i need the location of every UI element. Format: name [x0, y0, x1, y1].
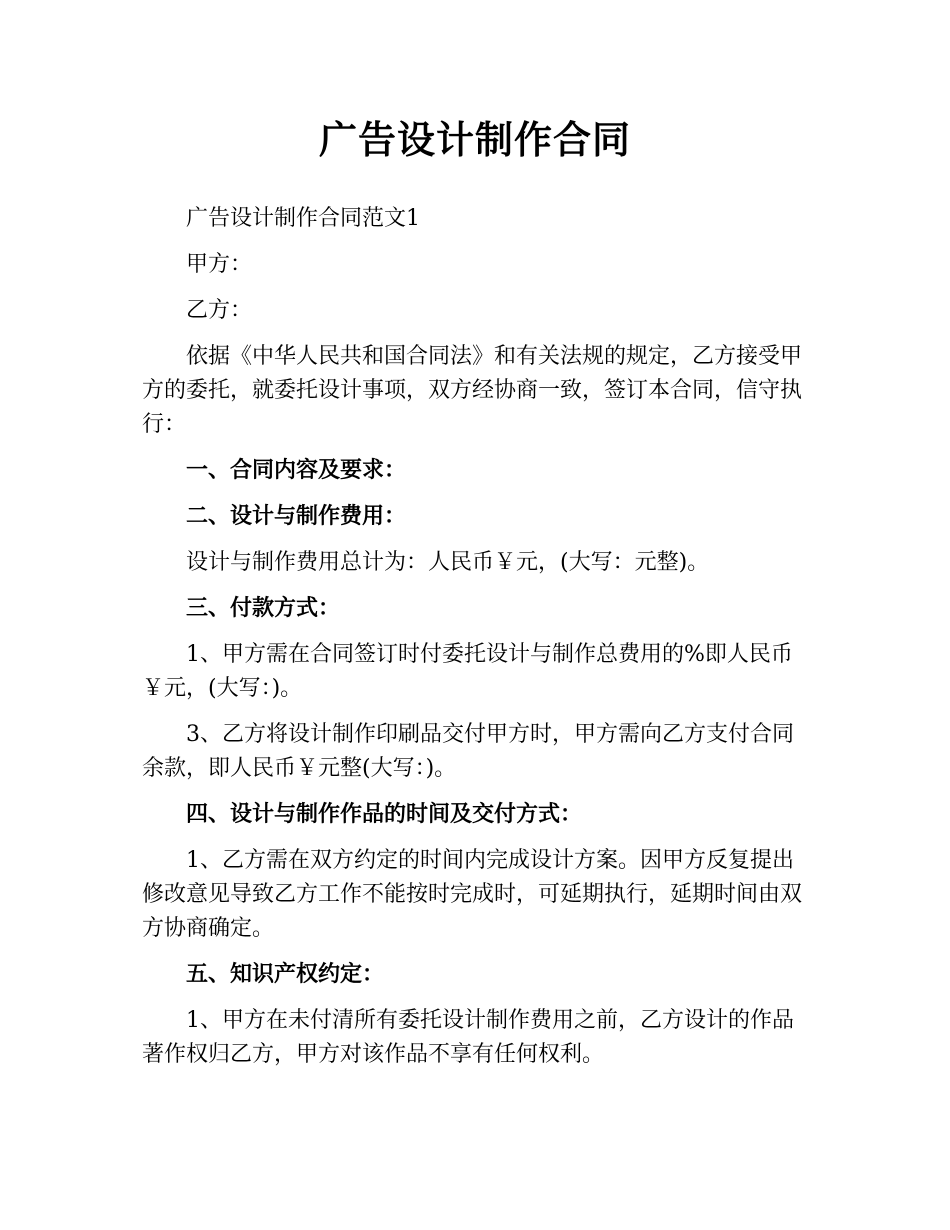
party-b-line: 乙方： [186, 298, 253, 323]
contract-subtitle: 广告设计制作合同范文1 [186, 206, 420, 231]
section-heading-4: 四、设计与制作作品的时间及交付方式： [186, 802, 583, 827]
ip-clause-1: 1、甲方在未付清所有委托设计制作费用之前，乙方设计的作品著作权归乙方，甲方对该作品不享有任何权利。 [142, 1008, 794, 1067]
party-a-line: 甲方： [186, 252, 253, 277]
fee-paragraph: 设计与制作费用总计为：人民币￥元，(大写：元整)。 [186, 550, 710, 575]
section-heading-2: 二、设计与制作费用： [186, 504, 407, 529]
document-body [142, 202, 808, 1084]
delivery-clause-1: 1、乙方需在双方约定的时间内完成设计方案。因甲方反复提出修改意见导致乙方工作不能按时完成时，可延期执行，延期时间由双方协商确定。 [142, 848, 803, 941]
payment-clause-3: 3、乙方将设计制作印刷品交付甲方时，甲方需向乙方支付合同余款，即人民币￥元整(大写：)。 [142, 722, 794, 781]
payment-clause-1: 1、甲方需在合同签订时付委托设计与制作总费用的%即人民币￥元，(大写：)。 [142, 642, 793, 701]
section-heading-5: 五、知识产权约定： [186, 962, 385, 987]
preamble-paragraph: 依据《中华人民共和国合同法》和有关法规的规定，乙方接受甲方的委托，就委托设计事项，双方经协商一致，签订本合同，信守执行： [142, 344, 803, 437]
section-heading-1: 一、合同内容及要求： [186, 458, 407, 483]
document-title: 广告设计制作合同 [318, 118, 631, 162]
section-heading-3: 三、付款方式： [186, 596, 341, 621]
